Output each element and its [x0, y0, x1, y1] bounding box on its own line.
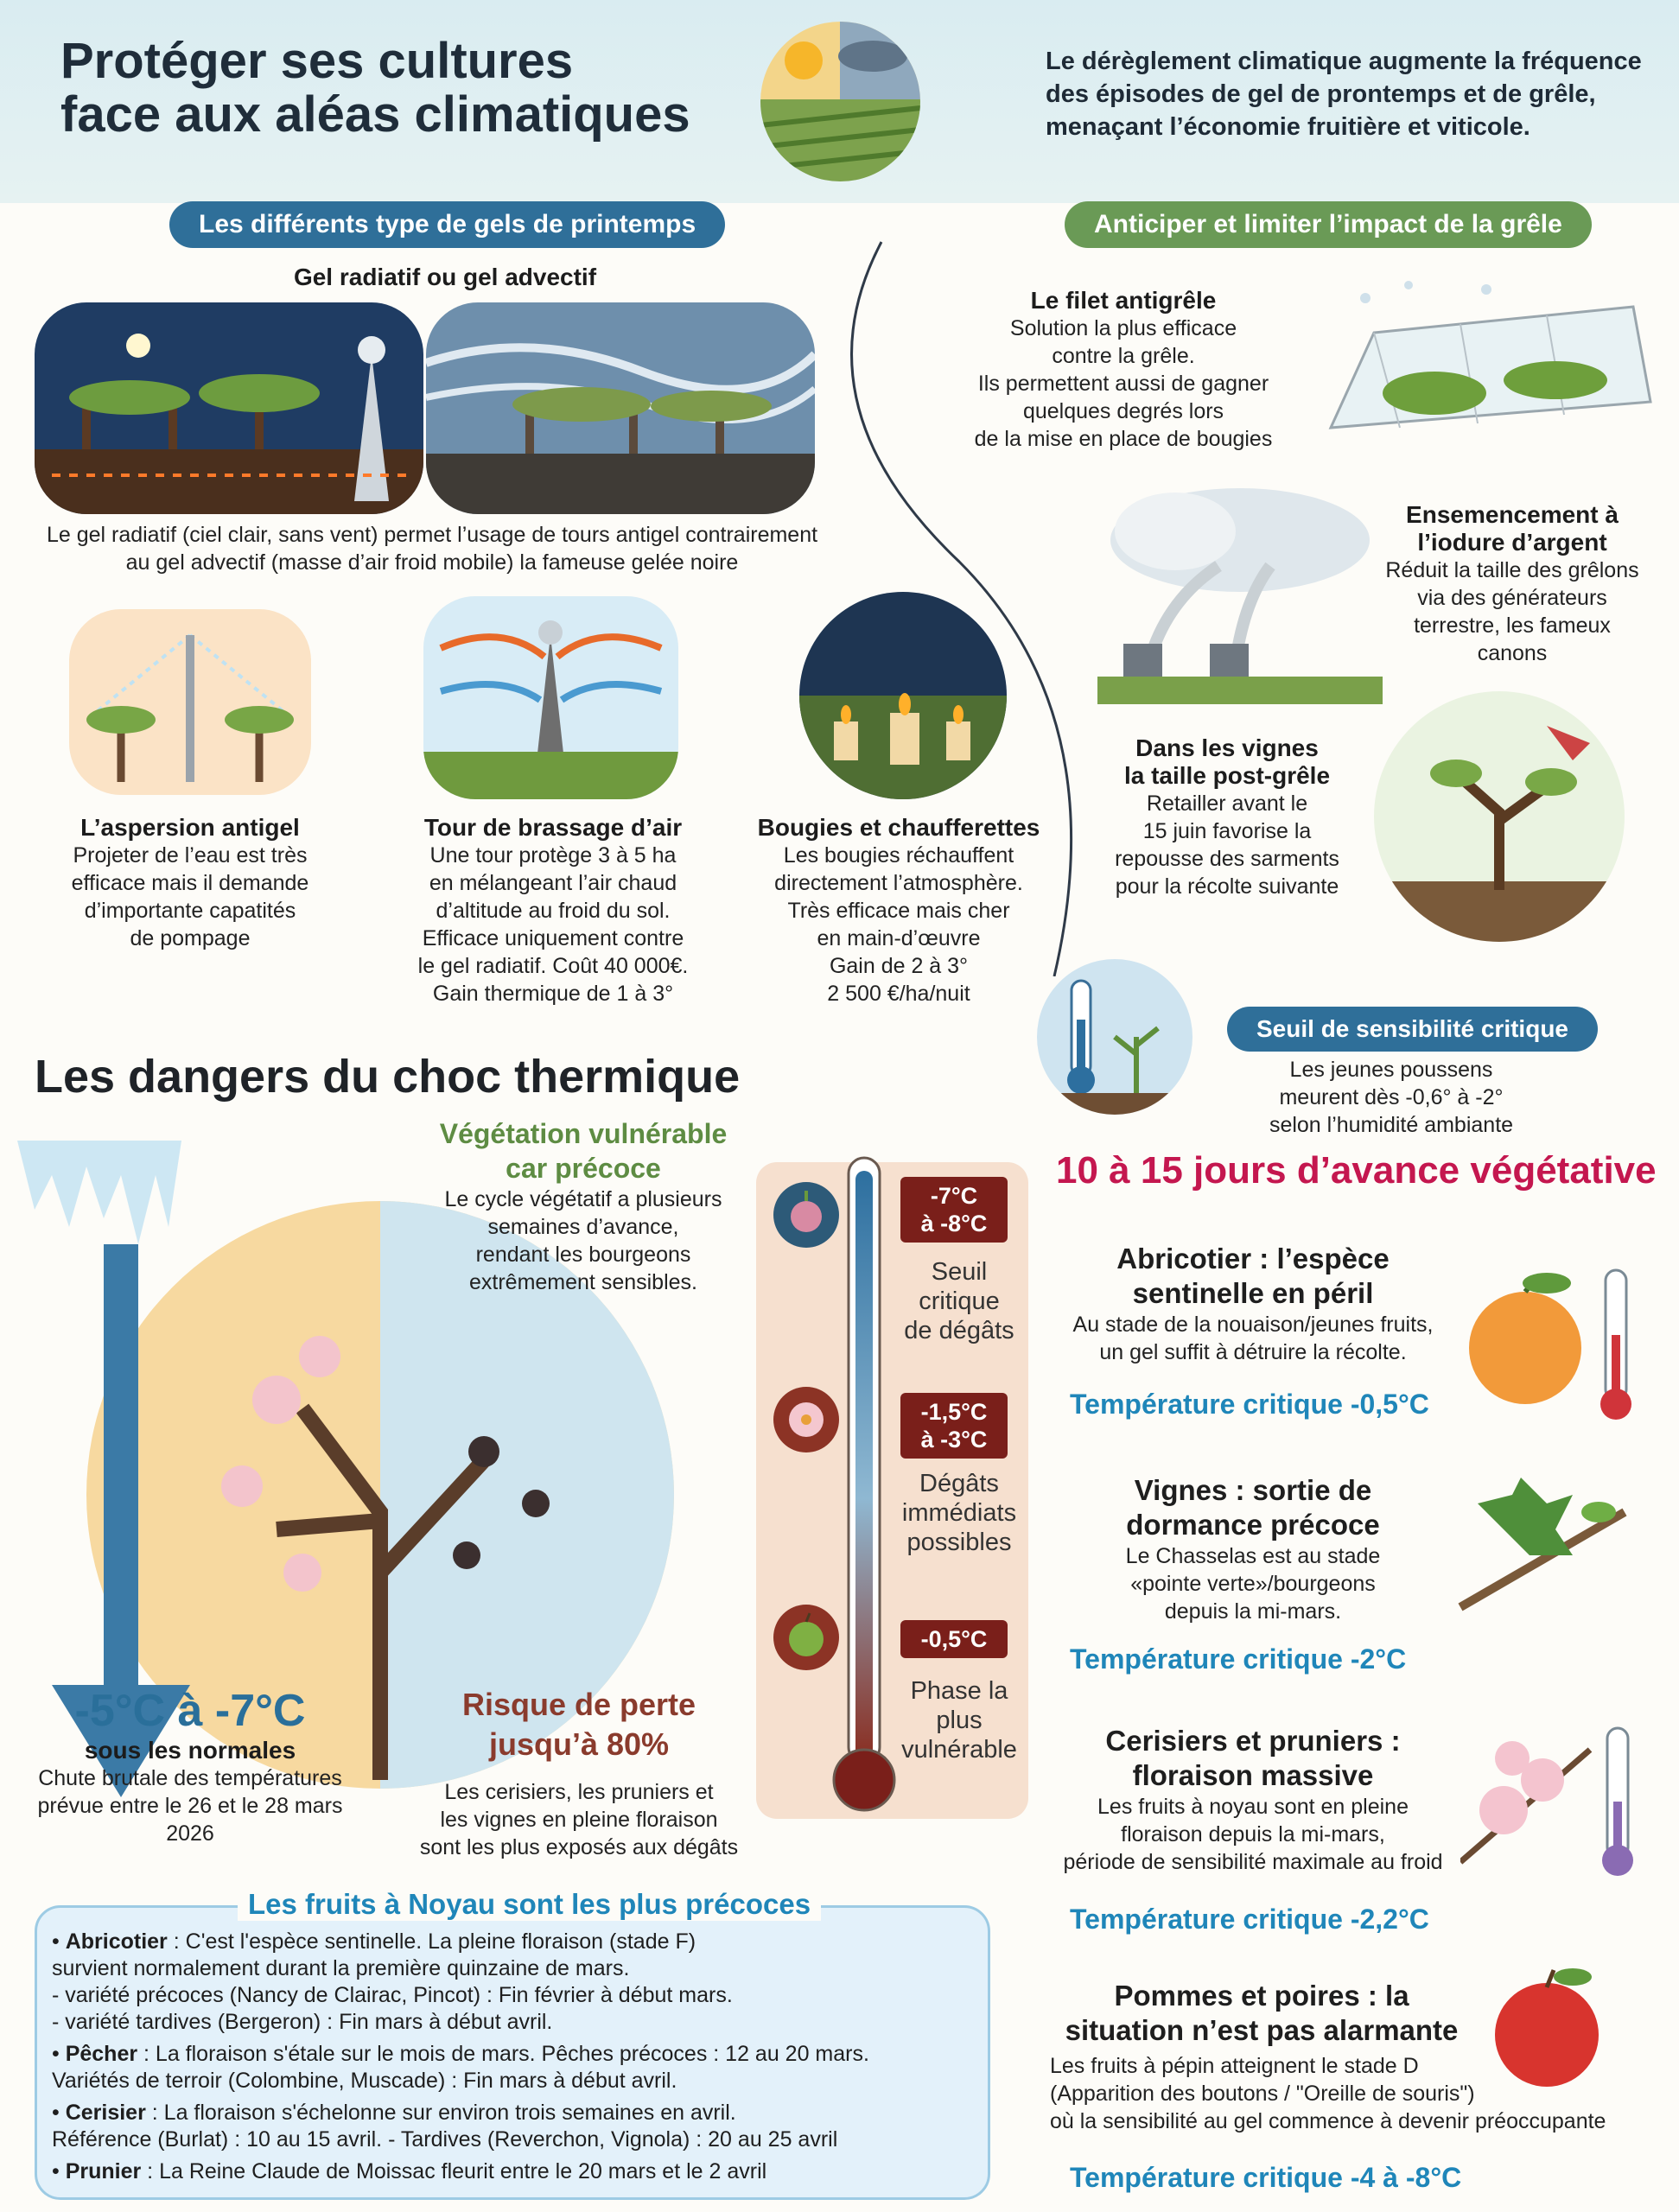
taille-block: Dans les vignes la taille post-grêle Retailler avant le 15 juin favorise la repousse des sarments pour la récolte suivante	[1115, 734, 1339, 899]
intro-text: Le dérèglement climatique augmente la fréquence des épisodes de gel de prontemps et de grêle, menaçant l’économie fruitière et viticole.	[1046, 48, 1642, 141]
aspersion-illustration	[69, 609, 311, 795]
crop-cerisiers: Cerisiers et pruniers : floraison massive Les fruits à noyau sont en pleine floraison depuis la mi-mars, période de sensibilité maximale au froid	[1063, 1725, 1443, 1874]
crop-vignes: Vignes : sortie de dormance précoce Le Chasselas est au stade «pointe verte»/bourgeons depuis la mi-mars.	[1125, 1474, 1381, 1624]
bud-icon	[773, 1182, 839, 1248]
noyau-title: Les fruits à Noyau sont les plus précoces	[238, 1888, 821, 1921]
fruit-icon	[773, 1605, 839, 1670]
header-weather-illustration	[760, 22, 920, 181]
method-title: Tour de brassage d’air	[423, 814, 683, 841]
seuil-illustration	[1037, 959, 1192, 1115]
crop-pommes-critical: Température critique -4 à -8°C	[1070, 2162, 1462, 2193]
gel-radiatif-illustration	[35, 302, 423, 514]
vine-leaf-icon	[1452, 1478, 1642, 1633]
list-item: - variété tardives (Bergeron) : Fin mars à début avril.	[52, 2010, 553, 2034]
temp-tag-phase: -0,5°C	[900, 1620, 1008, 1658]
temp-drop-block: -5°C à -7°C sous les normales Chute brutale des températures prévue entre le 26 et le 28 mars 2026	[37, 1686, 343, 1846]
iodure-illustration	[1097, 471, 1383, 704]
method-bougies: Bougies et chaufferettes Les bougies réchauffent directement l’atmosphère. Très efficace mais cher en main-d’œuvre Gain de 2 à 3° 2 500 €/ha/nuit	[735, 814, 1063, 1007]
list-item: survient normalement durant la première quinzaine de mars.	[52, 1956, 630, 1980]
stage-degats-text: Dégâts immédiats possibles	[901, 1470, 1017, 1556]
taille-illustration	[1374, 691, 1625, 942]
list-item: Variétés de terroir (Colombine, Muscade) : Fin mars à début avril.	[52, 2069, 677, 2093]
seuil-text: Les jeunes poussens meurent dès -0,6° à -2° selon l’humidité ambiante	[1269, 1058, 1514, 1137]
tour-brassage-illustration	[423, 596, 678, 799]
method-title: Bougies et chaufferettes	[757, 814, 1040, 841]
apple-icon	[1478, 1961, 1625, 2091]
stage-phase-text: Phase la plus vulnérable	[901, 1677, 1017, 1764]
gel-advectif-illustration	[426, 302, 815, 514]
filet-illustration	[1313, 272, 1659, 445]
risk-block: Risque de perte jusqu’à 80% Les cerisiers, les pruniers et les vignes en pleine floraison sont les plus exposés aux dégâts	[419, 1687, 739, 1859]
method-aspersion: L’aspersion antigel Projeter de l’eau est très efficace mais il demande d’importante capatités de pompage	[26, 814, 354, 952]
choc-title: Les dangers du choc thermique	[35, 1051, 741, 1103]
cherry-blossom-icon	[1460, 1715, 1650, 1879]
list-item: • Prunier : La Reine Claude de Moissac fleurit entre le 20 mars et le 2 avril	[52, 2159, 767, 2183]
thermometer-icon	[830, 1154, 899, 1819]
noyau-list	[52, 1929, 976, 2185]
crop-abricotier: Abricotier : l’espèce sentinelle en péril Au stade de la nouaison/jeunes fruits, un gel suffit à détruire la récolte.	[1072, 1243, 1434, 1364]
crop-cerisiers-critical: Température critique -2,2°C	[1070, 1904, 1429, 1935]
list-item: • Cerisier : La floraison s'échelonne sur environ trois semaines en avril.	[52, 2101, 736, 2125]
flower-icon	[773, 1387, 839, 1452]
filet-block: Le filet antigrêle Solution la plus efficace contre la grêle. Ils permettent aussi de gagner quelques degrés lors de la mise en place de bougies	[974, 287, 1273, 451]
list-item: • Pêcher : La floraison s'étale sur le mois de mars. Pêches précoces : 12 au 20 mars.	[52, 2042, 869, 2066]
method-title: L’aspersion antigel	[80, 814, 300, 841]
seuil-pill: Seuil de sensibilité critique	[1227, 1007, 1598, 1052]
avance-vegetative: 10 à 15 jours d’avance végétative	[1056, 1149, 1657, 1192]
section-pill-gels: Les différents type de gels de printemps	[169, 201, 725, 248]
stage-seuil-text: Seuil critique de dégâts	[904, 1258, 1014, 1344]
gel-subtitle: Gel radiatif ou gel advectif	[293, 264, 597, 290]
gel-caption: Le gel radiatif (ciel clair, sans vent) permet l’usage de tours antigel contrairement au gel advectif (masse d’air froid mobile) la fameuse gelée noire	[46, 523, 818, 575]
list-item: • Abricotier : C'est l'espèce sentinelle. La pleine floraison (stade F)	[52, 1929, 696, 1954]
list-item: Référence (Burlat) : 10 au 15 avril. - Tardives (Reverchon, Vignola) : 20 au 25 avril	[52, 2127, 838, 2152]
iodure-block: Ensemencement à l’iodure d’argent Réduit la taille des grêlons via des générateurs terrestre, les fameux canons	[1385, 501, 1639, 665]
page-title: Protéger ses cultures face aux aléas climatiques	[60, 33, 690, 143]
temp-tag-degats: -1,5°C à -3°C	[900, 1393, 1008, 1459]
apricot-icon	[1460, 1253, 1642, 1426]
crop-vignes-critical: Température critique -2°C	[1070, 1643, 1407, 1675]
veg-block: Végétation vulnérable car précoce Le cycle végétatif a plusieurs semaines d’avance, rendant les bourgeons extrêmement sensibles.	[439, 1118, 728, 1294]
section-pill-grele: Anticiper et limiter l’impact de la grêle	[1065, 201, 1592, 248]
method-tour: Tour de brassage d’air Une tour protège 3 à 5 ha en mélangeant l’air chaud d’altitude au froid du sol. Efficace uniquement contre le gel radiatif. Coût 40 000€. Gain thermique de 1 à 3°	[389, 814, 717, 1007]
crop-pommes-text: Les fruits à pépin atteignent le stade D (Apparition des boutons / "Oreille de souris") où la sensibilité au gel commence à devenir préoccupante	[1050, 2054, 1606, 2133]
temp-tag-seuil: -7°C à -8°C	[900, 1177, 1008, 1243]
crop-pommes: Pommes et poires : la situation n’est pas alarmante	[1065, 1980, 1459, 2046]
crop-abricotier-critical: Température critique -0,5°C	[1070, 1389, 1429, 1420]
list-item: - variété précoces (Nancy de Clairac, Pincot) : Fin février à début mars.	[52, 1983, 733, 2007]
